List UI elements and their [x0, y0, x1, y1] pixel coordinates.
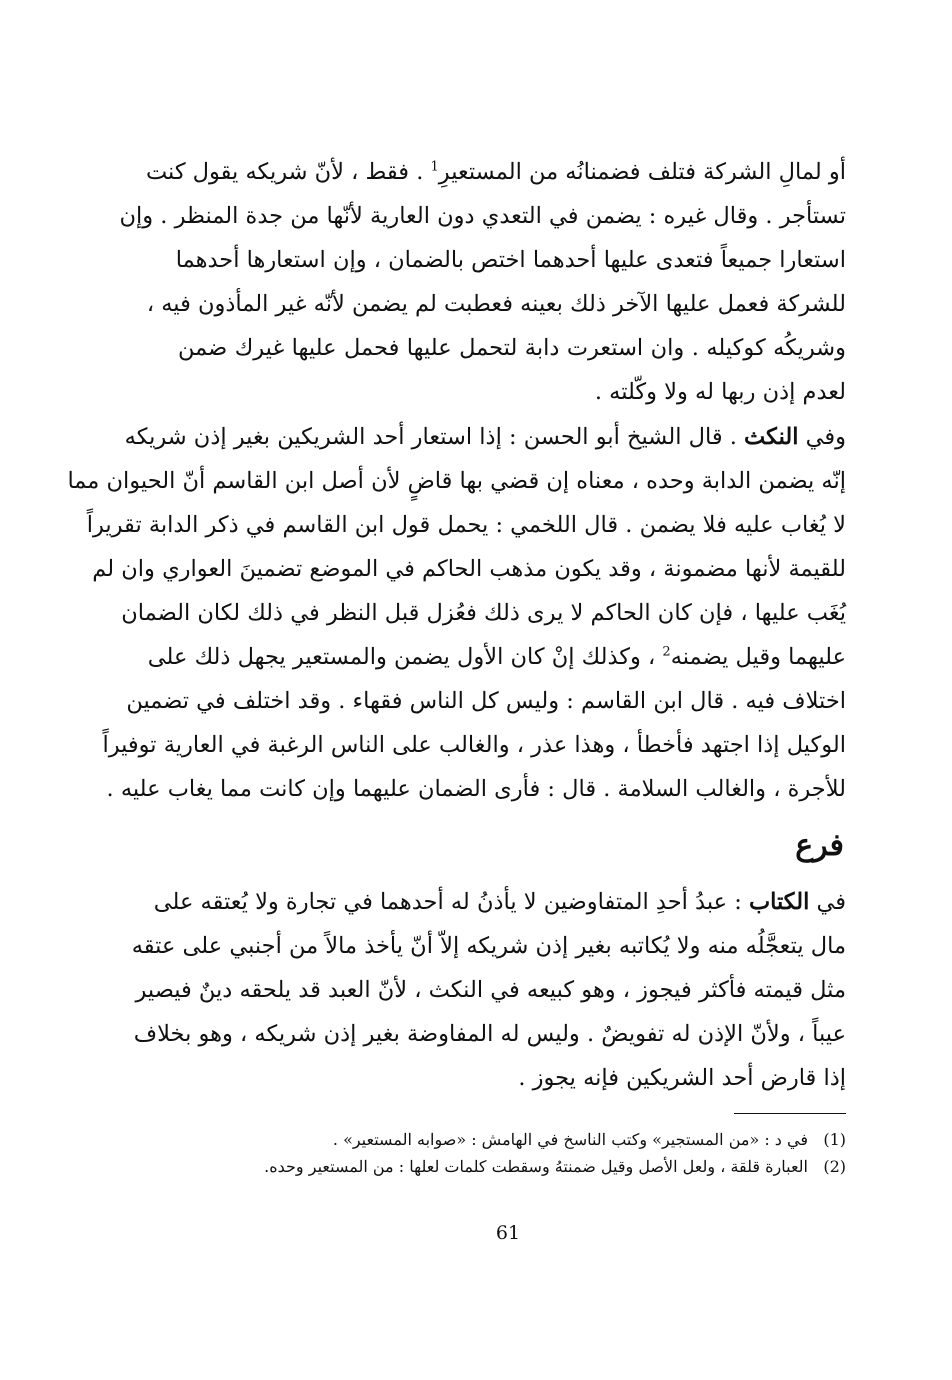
text-line: إذا قارض أحد الشريكين فإنه يجوز . — [518, 1065, 846, 1091]
footnote-ref-1[interactable]: 1 — [430, 159, 439, 175]
text-line: للقيمة لأنها مضمونة ، وقد يكون مذهب الحاكم في الموضع تضمينَ العواري وان لم — [92, 556, 846, 582]
footnote-1 — [146, 1126, 846, 1153]
footnote-number: (1) — [823, 1130, 846, 1149]
source-title-nukat: النكث — [744, 424, 799, 450]
footnote-text: في د : «من المستجير» وكتب الناسخ في الهامش : «صوابه المستعير» . — [332, 1130, 808, 1149]
footnote-2 — [146, 1153, 846, 1180]
footnote-ref-2[interactable]: 2 — [662, 644, 671, 660]
text-line: أو لمالِ الشركة فتلف فضمنانُه من المستعيرِ$^1$ . فقط ، لأنّ شريكه يقول كنت — [145, 159, 846, 185]
text-line: استعارا جميعاً فتعدى عليها أحدهما اختص بالضمان ، وإن استعارها أحدهما — [175, 247, 846, 273]
text-line: تستأجر . وقال غيره : يضمن في التعدي دون العارية لأنّها من جدة المنظر . وإن — [119, 203, 846, 229]
text-line: وفي النكث . قال الشيخ أبو الحسن : إذا استعار أحد الشريكين بغير إذن شريكه — [124, 424, 846, 450]
footnote-text: العبارة قلقة ، ولعل الأصل وقيل ضمنتهُ وسقطت كلمات لعلها : من المستعير وحده. — [264, 1157, 808, 1176]
section-heading: فرع — [795, 828, 844, 863]
paragraph-1 — [119, 150, 846, 414]
text-line: يُغَب عليها ، فإن كان الحاكم لا يرى ذلك فعُزل قبل النظر في ذلك لكان الضمان — [121, 600, 846, 626]
text-line: مثل قيمته فأكثر فيجوز ، وهو كبيعه في النكث ، لأنّ العبد قد يلحقه دينٌ فيصير — [135, 977, 846, 1003]
footnote-number: (2) — [823, 1157, 846, 1176]
page-number: 61 — [495, 1222, 521, 1244]
text-line: إنّه يضمن الدابة وحده ، معناه إن قضي بها قاضٍ لأن أصل ابن القاسم أنّ الحيوان مما — [67, 468, 846, 494]
text-line: لا يُغاب عليه فلا يضمن . قال اللخمي : يحمل قول ابن القاسم في ذكر الدابة تقريراً — [86, 512, 846, 538]
text-line: مال يتعجَّلُه منه ولا يُكاتبه بغير إذن شريكه إلاّ أنّ يأخذ مالاً من أجنبي على عتقه — [131, 933, 846, 959]
text-line: اختلاف فيه . قال ابن القاسم : وليس كل الناس فقهاء . وقد اختلف في تضمين — [126, 688, 846, 714]
paragraph-3 — [131, 880, 846, 1100]
text-line: في الكتاب : عبدُ أحدِ المتفاوضين لا يأذنُ له أحدهما في تجارة ولا يُعتقه على — [153, 889, 846, 915]
text-line: عيباً ، ولأنّ الإذن له تفويضٌ . وليس له المفاوضة بغير إذن شريكه ، وهو بخلاف — [133, 1021, 846, 1047]
text-line: لعدم إذن ربها له ولا وكّلته . — [594, 379, 846, 405]
paragraph-2 — [67, 415, 846, 811]
text-line: الوكيل إذا اجتهد فأخطأ ، وهذا عذر ، والغالب على الناس الرغبة في العارية توفيراً — [102, 732, 846, 758]
footnotes — [146, 1126, 846, 1180]
source-title-kitab: الكتاب — [748, 889, 810, 915]
text-line: للأجرة ، والغالب السلامة . قال : فأرى الضمان عليهما وإن كانت مما يغاب عليه . — [106, 776, 846, 802]
text-line: عليهما وقيل يضمنه$^2$ ، وكذلك إنْ كان الأول يضمن والمستعير يجهل ذلك على — [147, 644, 846, 670]
text-line: وشريكُه كوكيله . وان استعرت دابة لتحمل عليها فحمل عليها غيرك ضمن — [178, 335, 846, 361]
footnote-divider — [734, 1113, 846, 1114]
text-line: للشركة فعمل عليها الآخر ذلك بعينه فعطبت لم يضمن لأنّه غير المأذون فيه ، — [146, 291, 846, 317]
